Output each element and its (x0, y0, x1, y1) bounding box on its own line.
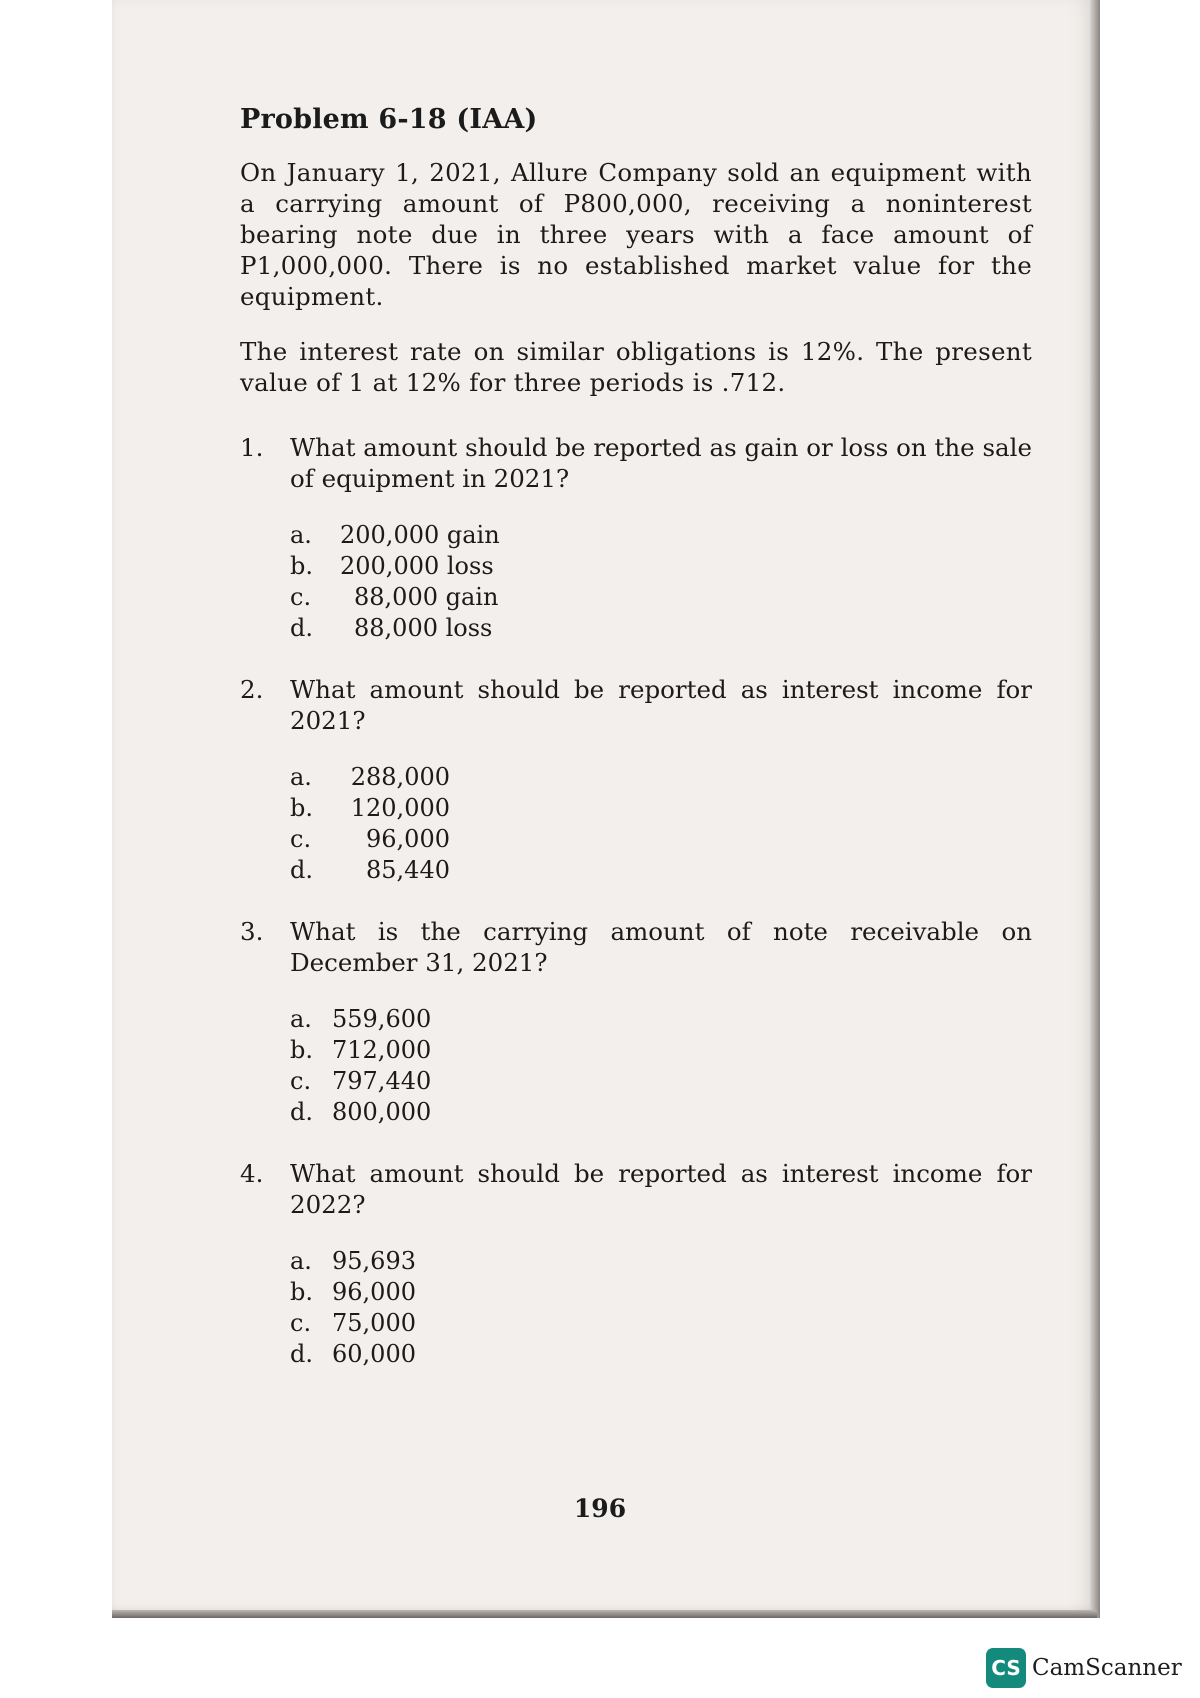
question-4-options (290, 1246, 1032, 1370)
question-2-options (290, 762, 1032, 886)
option-value: 96,000 (366, 825, 450, 853)
question-number: 3. (240, 917, 264, 946)
question-4 (240, 1158, 1032, 1220)
option-letter: c. (290, 1309, 312, 1337)
option-value: 288,000 (350, 763, 450, 791)
option-letter: d. (290, 856, 313, 884)
camscanner-logo-icon: CS (986, 1648, 1026, 1688)
option-letter: b. (290, 1278, 313, 1306)
option-value: 712,000 (332, 1036, 432, 1064)
option-letter: c. (290, 1067, 312, 1095)
option-value: 797,440 (332, 1067, 432, 1095)
question-text: What amount should be reported as interest income for 2021? (290, 675, 1032, 735)
option-letter: a. (290, 1005, 312, 1033)
option-value: 96,000 (332, 1278, 416, 1306)
option-letter: b. (290, 552, 313, 580)
option-value: 800,000 (332, 1098, 432, 1126)
option-letter: c. (290, 825, 312, 853)
page-edge-shadow (1090, 0, 1100, 1618)
option-value: 60,000 (332, 1340, 416, 1368)
question-1 (240, 432, 1032, 494)
camscanner-watermark (986, 1648, 1182, 1688)
option-value: 120,000 (350, 794, 450, 822)
option-value: 95,693 (332, 1247, 416, 1275)
question-3 (240, 916, 1032, 978)
problem-paragraph: The interest rate on similar obligations is 12%. The present value of 1 at 12% for three periods is .712. (240, 337, 1032, 397)
question-text: What amount should be reported as interest income for 2022? (290, 1159, 1032, 1219)
question-number: 1. (240, 433, 264, 462)
option-value: 85,440 (366, 856, 450, 884)
page-content (240, 104, 1032, 1400)
page-bottom-shadow (112, 1610, 1097, 1618)
option-value: 559,600 (332, 1005, 432, 1033)
problem-title: Problem 6-18 (IAA) (240, 104, 538, 135)
option-letter: d. (290, 1340, 313, 1368)
question-number: 2. (240, 675, 264, 704)
option-value: 75,000 (332, 1309, 416, 1337)
option-letter: b. (290, 794, 313, 822)
camscanner-label: CamScanner (1032, 1655, 1182, 1681)
question-3-options (290, 1004, 1032, 1128)
option-letter: c. (290, 583, 312, 611)
option-letter: b. (290, 1036, 313, 1064)
option-value: 200,000 gain (340, 521, 500, 549)
question-1-options (290, 520, 1032, 644)
option-value: 88,000 loss (354, 614, 493, 642)
option-letter: a. (290, 763, 312, 791)
option-letter: a. (290, 1247, 312, 1275)
option-value: 200,000 loss (340, 552, 494, 580)
question-text: What is the carrying amount of note receivable on December 31, 2021? (290, 917, 1032, 977)
page-number: 196 (573, 1494, 627, 1523)
option-value: 88,000 gain (354, 583, 499, 611)
question-number: 4. (240, 1159, 264, 1188)
option-letter: d. (290, 1098, 313, 1126)
problem-paragraph: On January 1, 2021, Allure Company sold an equipment with a carrying amount of P800,000, receiving a noninterest bearing note due in three years with a face amount of P1,000,000. There is no established market value for the equipment. (240, 158, 1032, 311)
option-letter: a. (290, 521, 312, 549)
question-text: What amount should be reported as gain or loss on the sale of equipment in 2021? (290, 433, 1032, 493)
option-letter: d. (290, 614, 313, 642)
question-2 (240, 674, 1032, 736)
